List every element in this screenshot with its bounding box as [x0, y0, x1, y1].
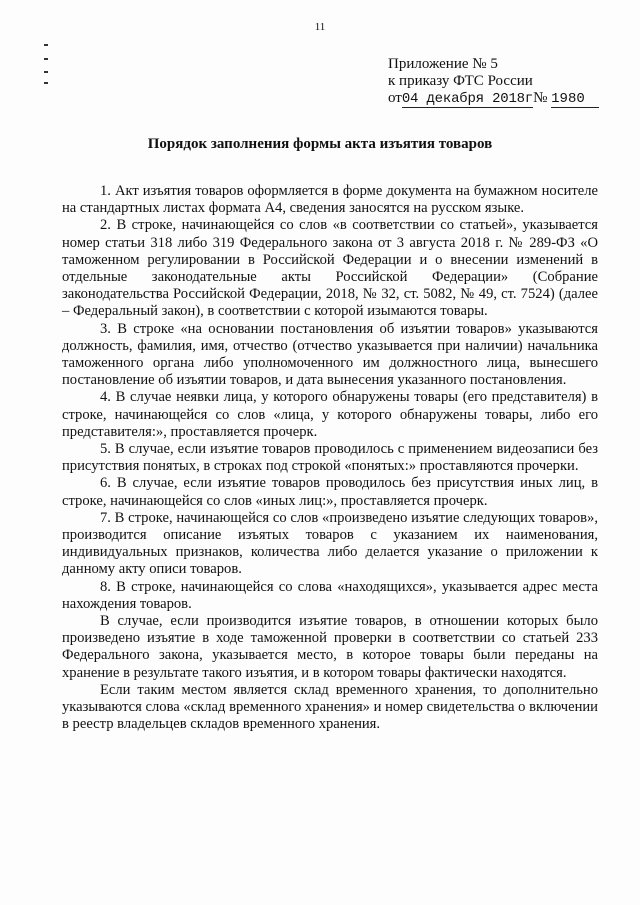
appendix-order-line	[388, 90, 618, 108]
paragraph: 4. В случае неявки лица, у которого обнаружены товары (его представителя) в строке, начинающейся со слов «лица, у которого обнаружены товары, либо его представителя:», проставляется прочерк.	[62, 389, 598, 440]
order-from-label: от	[388, 90, 402, 106]
paragraph: В случае, если производится изъятие товаров, в отношении которых было произведено изъятие в ходе таможенной проверки в соответствии со статьей 233 Федерального закона, указывается место, в которое товары были переданы на хранение в результате такого изъятия, и в котором товары фактически находятся.	[62, 613, 598, 681]
paragraph: 6. В случае, если изъятие товаров проводилось без присутствия иных лиц, в строке, начинающейся со слов «иных лиц:», проставляется прочерк.	[62, 475, 598, 509]
order-number-label: №	[533, 90, 548, 106]
appendix-header	[388, 56, 618, 108]
page-number: 11	[314, 21, 326, 33]
paragraph: Если таким местом является склад временного хранения, то дополнительно указываются слова «склад временного хранения» и номер свидетельства о включении в реестр владельцев складов временного хранения.	[62, 681, 598, 733]
appendix-order-ref: к приказу ФТС России	[388, 73, 533, 89]
order-date: 04 декабря 2018г	[401, 91, 534, 107]
margin-mark	[44, 44, 48, 46]
paragraph: 2. В строке, начинающейся со слов «в соответствии со статьей», указывается номер статьи 318 либо 319 Федерального закона от 3 августа 2018 г. № 289-ФЗ «О таможенном регулировании в Российской Федерации и о внесении изменений в отдельные законодательные акты Российской Федерации» (Собрание законодательства Российской Федерации, 2018, № 32, ст. 5082, № 49, ст. 7524) (далее – Федеральный закон), в соответствии с которой изымаются товары.	[62, 217, 598, 320]
paragraph: 8. В строке, начинающейся со слова «находящихся», указывается адрес места нахождения товаров.	[62, 578, 598, 612]
paragraph: 5. В случае, если изъятие товаров проводилось с применением видеозаписи без присутствия понятых, в строках под строкой «понятых:» проставляются прочерки.	[62, 441, 598, 475]
order-number: 1980	[551, 91, 599, 108]
document-body	[62, 183, 598, 734]
margin-marks	[44, 44, 50, 94]
margin-mark	[44, 58, 48, 60]
margin-mark	[44, 82, 48, 84]
margin-mark	[44, 71, 48, 73]
paragraph: 7. В строке, начинающейся со слов «произведено изъятие следующих товаров», производится описание изъятых товаров с указанием их наименования, индивидуальных признаков, количества либо делается указание о приложении к данному акту описи товаров.	[62, 509, 598, 578]
paragraph: 3. В строке «на основании постановления об изъятии товаров» указываются должность, фамилия, имя, отчество (отчество указывается при наличии) начальника таможенного органа либо уполномоченного им должностного лица, вынесшего постановление об изъятии товаров, и дата вынесения указанного постановления.	[62, 320, 598, 389]
paragraph: 1. Акт изъятия товаров оформляется в форме документа на бумажном носителе на стандартных листах формата А4, сведения заносятся на русском языке.	[62, 183, 598, 217]
appendix-line: Приложение № 5	[388, 56, 498, 72]
document-title: Порядок заполнения формы акта изъятия товаров	[147, 136, 493, 152]
